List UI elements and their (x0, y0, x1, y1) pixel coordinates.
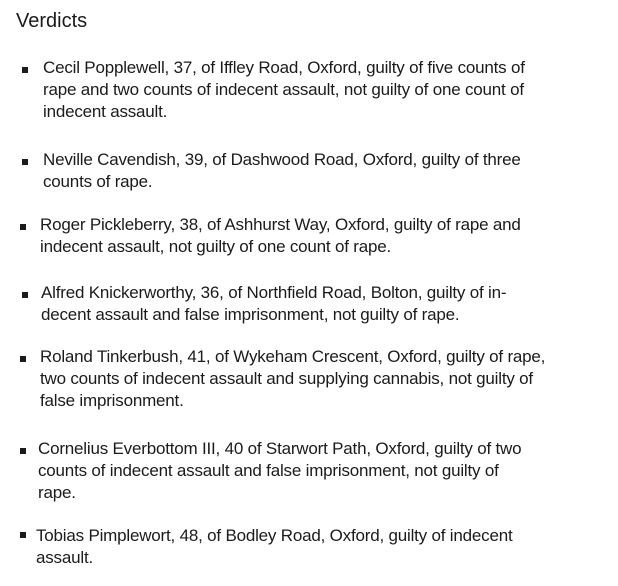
verdict-line: Neville Cavendish, 39, of Dashwood Road, Oxford, guilty of three (43, 150, 521, 169)
square-bullet-icon (22, 292, 28, 298)
square-bullet-icon (22, 67, 28, 73)
verdict-line: Roland Tinkerbush, 41, of Wykeham Crescent, Oxford, guilty of rape, (40, 347, 546, 366)
verdict-line: rape. (38, 483, 76, 502)
page-heading: Verdicts (16, 10, 88, 32)
verdict-line: Tobias Pimplewort, 48, of Bodley Road, Oxford, guilty of indecent (36, 526, 513, 545)
verdict-line: counts of indecent assault and false imprisonment, not guilty of (38, 461, 499, 480)
verdict-text (41, 282, 506, 326)
verdict-text (43, 149, 521, 193)
verdict-line: rape and two counts of indecent assault, not guilty of one count of (43, 80, 524, 99)
square-bullet-icon (20, 224, 26, 230)
square-bullet-icon (20, 532, 26, 538)
verdict-line: two counts of indecent assault and supplying cannabis, not guilty of (40, 369, 533, 388)
verdict-text (38, 438, 521, 504)
verdict-line: counts of rape. (43, 172, 153, 191)
square-bullet-icon (20, 356, 26, 362)
verdict-text (43, 57, 525, 123)
verdict-text (40, 346, 545, 412)
verdict-text (36, 525, 512, 569)
verdict-line: Cornelius Everbottom III, 40 of Starwort Path, Oxford, guilty of two (38, 439, 522, 458)
verdict-line: indecent assault. (43, 102, 168, 121)
verdict-line: Alfred Knickerworthy, 36, of Northfield Road, Bolton, guilty of in- (41, 283, 507, 302)
verdict-line: decent assault and false imprisonment, not guilty of rape. (41, 305, 460, 324)
verdict-line: false imprisonment. (40, 391, 184, 410)
verdict-line: Roger Pickleberry, 38, of Ashhurst Way, Oxford, guilty of rape and (40, 215, 521, 234)
verdict-line: indecent assault, not guilty of one count of rape. (40, 237, 392, 256)
square-bullet-icon (20, 448, 26, 454)
square-bullet-icon (22, 159, 28, 165)
verdict-line: assault. (36, 548, 93, 567)
verdict-line: Cecil Popplewell, 37, of Iffley Road, Oxford, guilty of five counts of (43, 58, 525, 77)
verdict-text (40, 214, 521, 258)
